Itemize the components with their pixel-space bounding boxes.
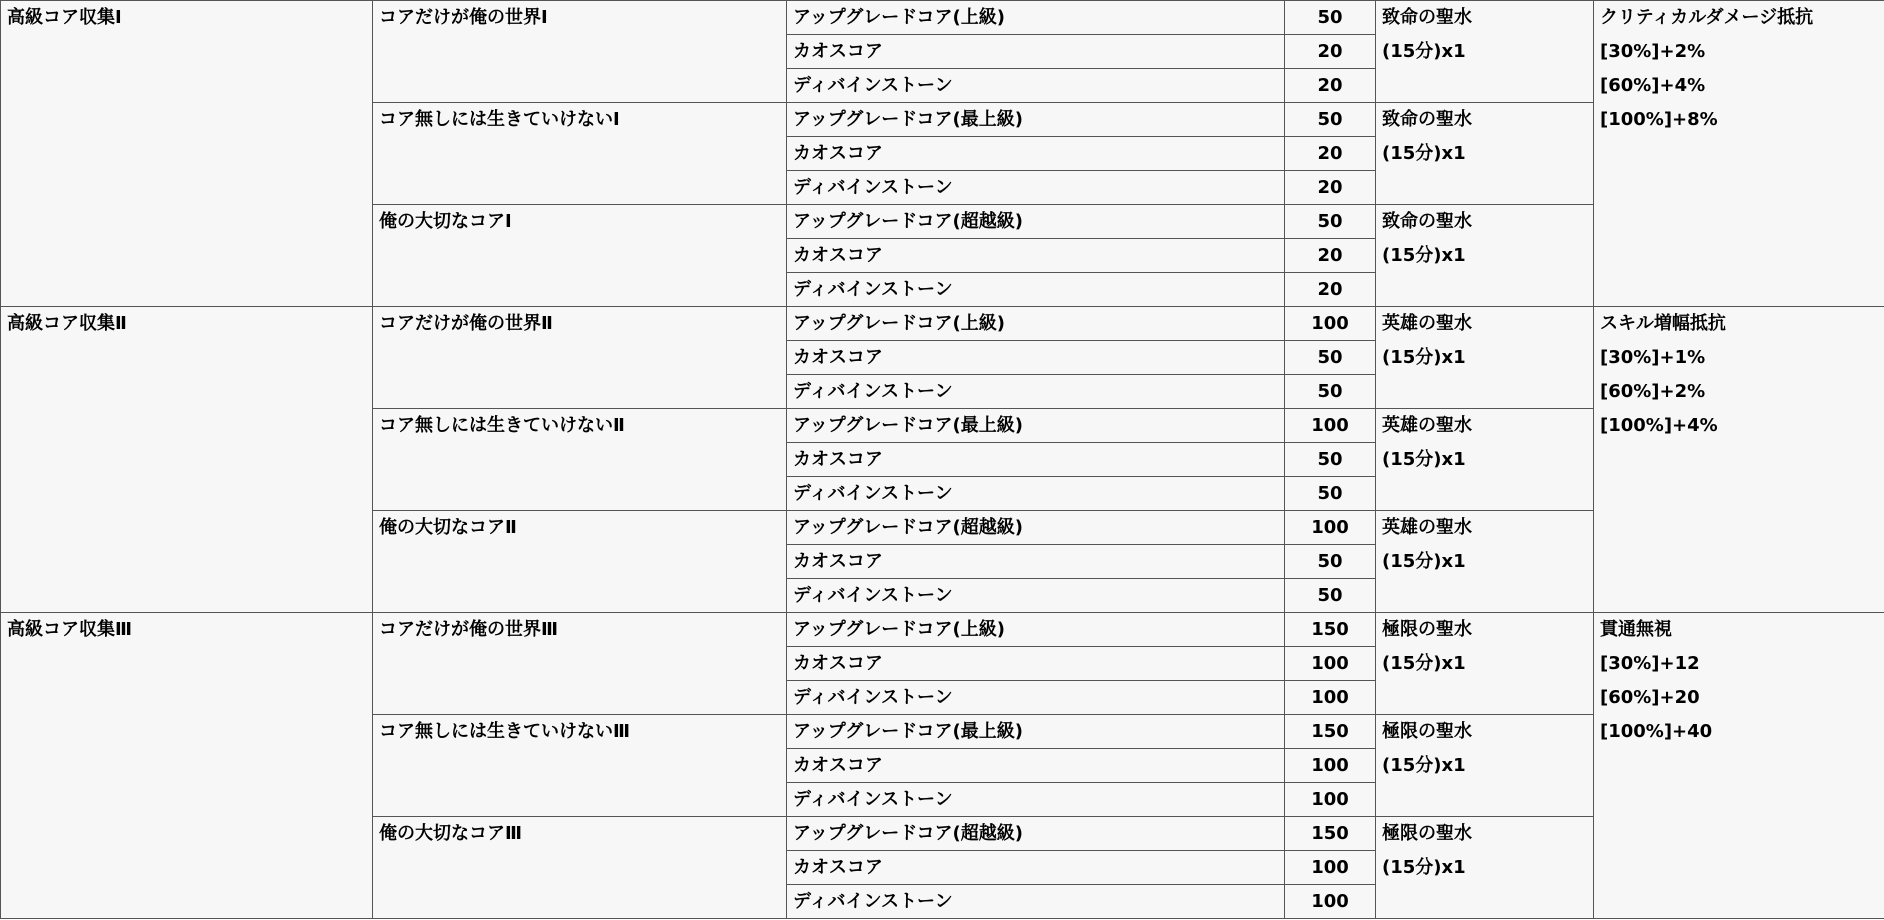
material-count: 20 bbox=[1285, 69, 1376, 103]
bonus-tier: [30%]+1% bbox=[1600, 347, 1706, 368]
material-name: アップグレードコア(最上級) bbox=[787, 715, 1285, 749]
material-name: ディバインストーン bbox=[787, 477, 1285, 511]
reward-item-name: 致命の聖水 bbox=[1382, 109, 1472, 130]
material-count: 150 bbox=[1285, 817, 1376, 851]
material-count: 150 bbox=[1285, 715, 1376, 749]
table-row bbox=[1, 1, 1884, 35]
collection-bonus-cell bbox=[1594, 613, 1884, 919]
material-name: カオスコア bbox=[787, 35, 1285, 69]
table-body bbox=[1, 1, 1884, 919]
material-count: 50 bbox=[1285, 545, 1376, 579]
collection-sub-name: 俺の大切なコアⅠ bbox=[373, 205, 787, 307]
reward-cell bbox=[1376, 613, 1594, 715]
material-count: 100 bbox=[1285, 511, 1376, 545]
bonus-tier: [30%]+2% bbox=[1600, 41, 1706, 62]
material-count: 100 bbox=[1285, 647, 1376, 681]
reward-item-name: 英雄の聖水 bbox=[1382, 517, 1472, 538]
material-name: アップグレードコア(最上級) bbox=[787, 103, 1285, 137]
bonus-stat-name: クリティカルダメージ抵抗 bbox=[1600, 7, 1814, 28]
material-count: 20 bbox=[1285, 171, 1376, 205]
reward-cell bbox=[1376, 1, 1594, 103]
reward-item-name: 致命の聖水 bbox=[1382, 7, 1472, 28]
reward-item-duration: (15分)x1 bbox=[1382, 143, 1466, 164]
collection-sub-name: 俺の大切なコアⅢ bbox=[373, 817, 787, 919]
material-count: 100 bbox=[1285, 885, 1376, 919]
material-count: 100 bbox=[1285, 749, 1376, 783]
material-name: ディバインストーン bbox=[787, 579, 1285, 613]
reward-item-duration: (15分)x1 bbox=[1382, 653, 1466, 674]
reward-cell bbox=[1376, 511, 1594, 613]
material-count: 20 bbox=[1285, 35, 1376, 69]
material-name: ディバインストーン bbox=[787, 69, 1285, 103]
reward-cell bbox=[1376, 817, 1594, 919]
material-name: アップグレードコア(上級) bbox=[787, 613, 1285, 647]
collection-sub-name: コアだけが俺の世界Ⅰ bbox=[373, 1, 787, 103]
collection-group-name: 高級コア収集Ⅱ bbox=[1, 307, 373, 613]
bonus-tier: [100%]+4% bbox=[1600, 415, 1718, 436]
collection-group-name: 高級コア収集Ⅲ bbox=[1, 613, 373, 919]
material-name: アップグレードコア(超越級) bbox=[787, 511, 1285, 545]
material-count: 50 bbox=[1285, 477, 1376, 511]
collection-sub-name: コア無しには生きていけないⅡ bbox=[373, 409, 787, 511]
material-name: アップグレードコア(最上級) bbox=[787, 409, 1285, 443]
reward-cell bbox=[1376, 205, 1594, 307]
reward-item-name: 極限の聖水 bbox=[1382, 721, 1472, 742]
bonus-tier: [60%]+20 bbox=[1600, 687, 1700, 708]
table-row bbox=[1, 613, 1884, 647]
material-name: カオスコア bbox=[787, 851, 1285, 885]
collection-bonus-cell bbox=[1594, 307, 1884, 613]
material-name: ディバインストーン bbox=[787, 885, 1285, 919]
reward-item-duration: (15分)x1 bbox=[1382, 449, 1466, 470]
material-name: ディバインストーン bbox=[787, 171, 1285, 205]
material-name: ディバインストーン bbox=[787, 375, 1285, 409]
collection-sub-name: コア無しには生きていけないⅢ bbox=[373, 715, 787, 817]
material-name: カオスコア bbox=[787, 341, 1285, 375]
reward-cell bbox=[1376, 409, 1594, 511]
material-count: 20 bbox=[1285, 137, 1376, 171]
reward-item-duration: (15分)x1 bbox=[1382, 551, 1466, 572]
bonus-tier: [100%]+40 bbox=[1600, 721, 1713, 742]
reward-item-name: 致命の聖水 bbox=[1382, 211, 1472, 232]
reward-cell bbox=[1376, 715, 1594, 817]
material-name: ディバインストーン bbox=[787, 783, 1285, 817]
material-count: 50 bbox=[1285, 579, 1376, 613]
bonus-stat-name: 貫通無視 bbox=[1600, 619, 1672, 640]
material-count: 100 bbox=[1285, 783, 1376, 817]
table-row bbox=[1, 307, 1884, 341]
material-count: 50 bbox=[1285, 1, 1376, 35]
material-name: カオスコア bbox=[787, 443, 1285, 477]
material-name: カオスコア bbox=[787, 749, 1285, 783]
material-count: 50 bbox=[1285, 205, 1376, 239]
material-count: 100 bbox=[1285, 681, 1376, 715]
material-name: ディバインストーン bbox=[787, 681, 1285, 715]
material-count: 100 bbox=[1285, 307, 1376, 341]
material-name: カオスコア bbox=[787, 647, 1285, 681]
material-name: アップグレードコア(超越級) bbox=[787, 817, 1285, 851]
material-count: 50 bbox=[1285, 443, 1376, 477]
material-count: 100 bbox=[1285, 409, 1376, 443]
reward-item-name: 英雄の聖水 bbox=[1382, 313, 1472, 334]
reward-item-name: 極限の聖水 bbox=[1382, 619, 1472, 640]
reward-item-duration: (15分)x1 bbox=[1382, 41, 1466, 62]
bonus-tier: [100%]+8% bbox=[1600, 109, 1718, 130]
material-name: カオスコア bbox=[787, 545, 1285, 579]
reward-cell bbox=[1376, 307, 1594, 409]
material-count: 50 bbox=[1285, 341, 1376, 375]
collection-sub-name: 俺の大切なコアⅡ bbox=[373, 511, 787, 613]
material-name: アップグレードコア(超越級) bbox=[787, 205, 1285, 239]
reward-item-duration: (15分)x1 bbox=[1382, 245, 1466, 266]
material-count: 50 bbox=[1285, 103, 1376, 137]
material-name: アップグレードコア(上級) bbox=[787, 307, 1285, 341]
material-count: 50 bbox=[1285, 375, 1376, 409]
reward-item-name: 英雄の聖水 bbox=[1382, 415, 1472, 436]
reward-cell bbox=[1376, 103, 1594, 205]
reward-item-duration: (15分)x1 bbox=[1382, 347, 1466, 368]
material-count: 100 bbox=[1285, 851, 1376, 885]
reward-item-name: 極限の聖水 bbox=[1382, 823, 1472, 844]
material-name: カオスコア bbox=[787, 137, 1285, 171]
material-count: 20 bbox=[1285, 239, 1376, 273]
material-count: 150 bbox=[1285, 613, 1376, 647]
material-name: ディバインストーン bbox=[787, 273, 1285, 307]
collection-sub-name: コアだけが俺の世界Ⅱ bbox=[373, 307, 787, 409]
material-count: 20 bbox=[1285, 273, 1376, 307]
bonus-tier: [60%]+4% bbox=[1600, 75, 1706, 96]
collection-sub-name: コアだけが俺の世界Ⅲ bbox=[373, 613, 787, 715]
bonus-tier: [60%]+2% bbox=[1600, 381, 1706, 402]
material-name: アップグレードコア(上級) bbox=[787, 1, 1285, 35]
collection-bonus-cell bbox=[1594, 1, 1884, 307]
collection-sub-name: コア無しには生きていけないⅠ bbox=[373, 103, 787, 205]
bonus-tier: [30%]+12 bbox=[1600, 653, 1700, 674]
bonus-stat-name: スキル増幅抵抗 bbox=[1600, 313, 1726, 334]
reward-item-duration: (15分)x1 bbox=[1382, 755, 1466, 776]
collection-group-name: 高級コア収集Ⅰ bbox=[1, 1, 373, 307]
material-name: カオスコア bbox=[787, 239, 1285, 273]
reward-item-duration: (15分)x1 bbox=[1382, 857, 1466, 878]
